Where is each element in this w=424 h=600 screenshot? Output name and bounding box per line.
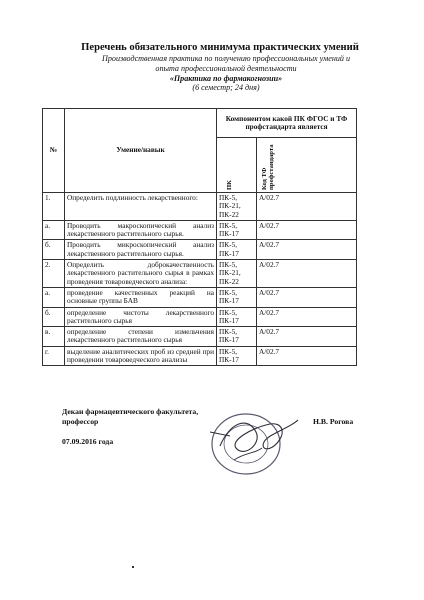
row-pk-codes — [217, 346, 257, 366]
row-number: г. — [43, 346, 65, 366]
row-number: б. — [43, 307, 65, 327]
row-pk-codes — [217, 240, 257, 260]
row-pk-codes — [217, 260, 257, 288]
subtitle-line-4: (6 семестр; 24 дня) — [192, 83, 260, 93]
signature-position — [62, 407, 198, 426]
header-tf-line-1: Код ТФ — [261, 167, 268, 190]
pk-code: ПК-17 — [219, 296, 239, 306]
signature-name: Н.В. Рогова — [313, 417, 354, 426]
row-number: в. — [43, 327, 65, 347]
page-mark — [132, 566, 134, 568]
row-skill: определение чистоты лекарственного растительного сырья — [65, 307, 217, 327]
row-tf-code: A/02.7 — [257, 307, 357, 327]
row-number: 1. — [43, 193, 65, 221]
pk-code: ПК-17 — [219, 335, 239, 345]
header-tf — [261, 145, 275, 191]
pk-code: ПК-5, — [219, 327, 238, 337]
pk-code: ПК-5, — [219, 193, 238, 202]
signature-date: 07.09.2016 года — [62, 437, 114, 446]
pk-code: ПК-21, — [219, 268, 241, 278]
header-row-1 — [43, 109, 357, 138]
table-row — [43, 327, 357, 347]
table-row — [43, 346, 357, 366]
row-number: 2. — [43, 260, 65, 288]
subtitle-line-3: «Практика по фармакогнозии» — [169, 73, 283, 83]
row-tf-code: A/02.7 — [257, 287, 357, 307]
pk-code: ПК-5, — [219, 240, 238, 250]
table-row — [43, 260, 357, 288]
header-skill: Умение/навык — [65, 109, 217, 193]
official-stamp-and-signature — [190, 402, 308, 480]
table-body — [43, 193, 357, 366]
pk-code: ПК-17 — [219, 248, 239, 258]
document-subtitle — [50, 54, 402, 93]
signature-position-line-2: профессор — [62, 416, 99, 426]
row-number: б. — [43, 240, 65, 260]
row-pk-codes — [217, 307, 257, 327]
pk-code: ПК-5, — [219, 287, 238, 297]
row-skill: Проводить макроскопический анализ лекарственного растительного сырья. — [65, 220, 217, 240]
table-row — [43, 287, 357, 307]
row-tf-code: A/02.7 — [257, 346, 357, 366]
row-pk-codes — [217, 220, 257, 240]
row-skill: Проводить микроскопический анализ лекарственного растительного сырья. — [65, 240, 217, 260]
row-pk-codes — [217, 327, 257, 347]
skills-table — [42, 108, 357, 366]
pk-code: ПК-17 — [219, 315, 239, 325]
header-competence: Компонентом какой ПК ФГОС и ТФ профстандарта является — [217, 109, 357, 138]
row-pk-codes — [217, 193, 257, 221]
table-row — [43, 307, 357, 327]
row-skill: определение степени измельчения лекарственного растительного сырья — [65, 327, 217, 347]
pk-code: ПК-22 — [219, 276, 239, 286]
subtitle-line-2: опыта профессиональной деятельности — [155, 63, 297, 73]
pk-code: ПК-22 — [219, 209, 239, 219]
row-skill: Определить доброкачественность лекарственного растительного сырья в рамках проведения товароведческого анализа: — [65, 260, 217, 288]
row-tf-code: A/02.7 — [257, 240, 357, 260]
header-pk-cell — [217, 138, 257, 193]
row-tf-code: A/02.7 — [257, 327, 357, 347]
header-pk: ПК — [226, 180, 233, 190]
pk-code: ПК-5, — [219, 220, 238, 230]
header-num: № — [43, 109, 65, 193]
table-row — [43, 193, 357, 221]
table-row — [43, 220, 357, 240]
row-number: а. — [43, 287, 65, 307]
row-skill: выделение аналитических проб из средней при проведении товароведческого анализы — [65, 346, 217, 366]
pk-code: ПК-17 — [219, 229, 239, 239]
row-pk-codes — [217, 287, 257, 307]
header-tf-cell — [257, 138, 357, 193]
subtitle-line-1: Производственная практика по получению профессиональных умений и — [102, 54, 350, 63]
row-number: а. — [43, 220, 65, 240]
row-skill: Определить подлинность лекарственного: — [65, 193, 217, 221]
signature-position-line-1: Декан фармацевтического факультета, — [62, 407, 199, 416]
row-tf-code: A/02.7 — [257, 193, 357, 221]
pk-code: ПК-5, — [219, 260, 238, 270]
document-title: Перечень обязательного минимума практических умений — [81, 42, 359, 53]
row-tf-code: A/02.7 — [257, 220, 357, 240]
pk-code: ПК-5, — [219, 346, 238, 356]
pk-code: ПК-17 — [219, 355, 239, 365]
pk-code: ПК-5, — [219, 307, 238, 317]
pk-code: ПК-21, — [219, 201, 241, 211]
row-tf-code: A/02.7 — [257, 260, 357, 288]
header-tf-line-2: профстандарта — [268, 144, 275, 190]
row-skill: проведение качественных реакций на основные группы БАВ — [65, 287, 217, 307]
table-row — [43, 240, 357, 260]
